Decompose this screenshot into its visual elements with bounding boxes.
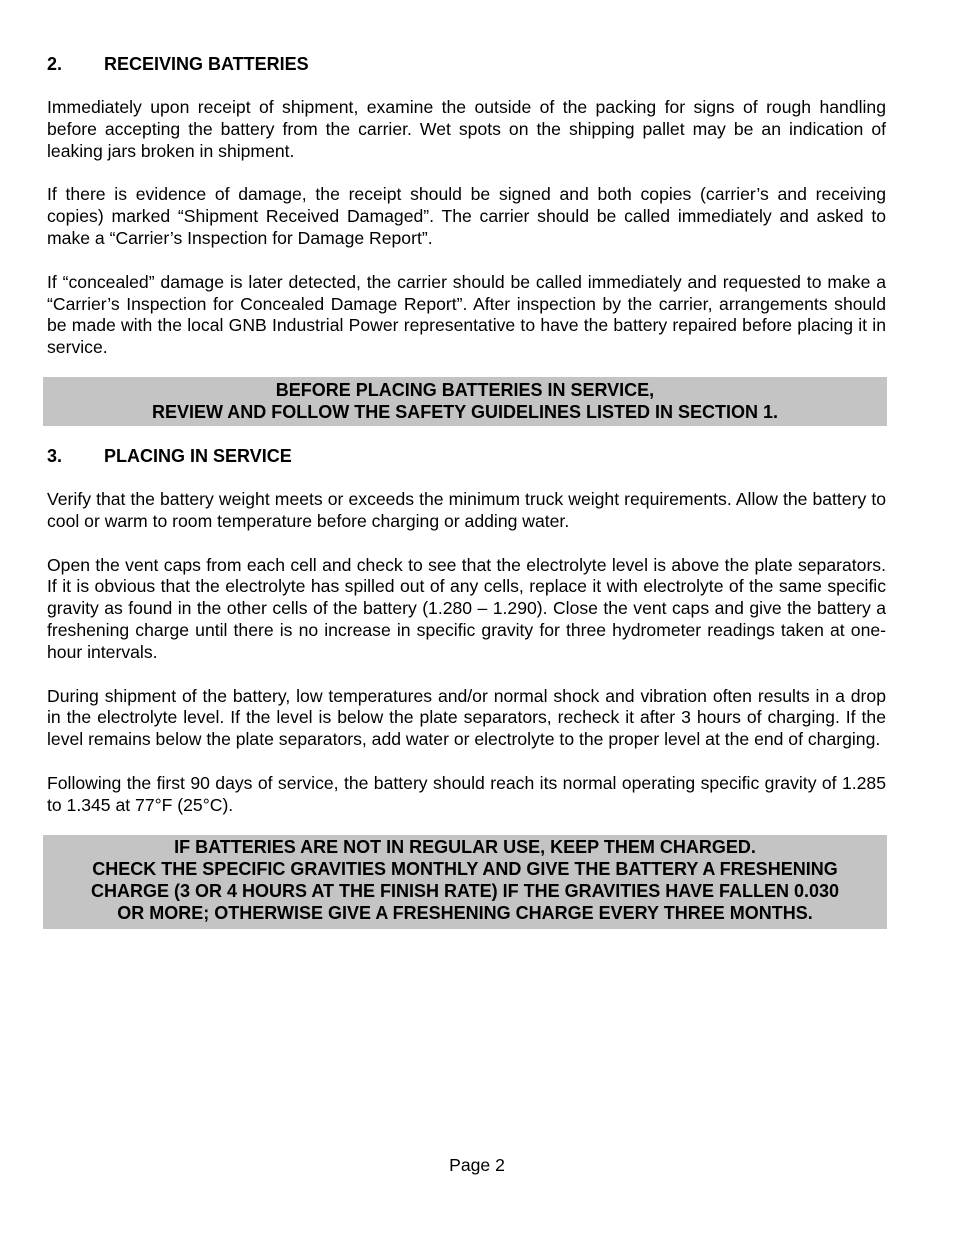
- section-heading-receiving-batteries: [47, 53, 886, 75]
- section-heading-placing-in-service: [47, 445, 886, 467]
- paragraph-shipment-electrolyte: During shipment of the battery, low temperatures and/or normal shock and vibration often results in a drop in the electrolyte level. If the level is below the plate separators, recheck it after 3 hours of charging. If the level remains below the plate separators, add water or electrolyte to the proper level at the end of charging.: [47, 685, 886, 750]
- section-number: 3.: [47, 445, 63, 466]
- paragraph-concealed-damage: If “concealed” damage is later detected, the carrier should be called immediately and requested to make a “Carrier’s Inspection for Concealed Damage Report”. After inspection by the carrier, arrangements should be made with the local GNB Industrial Power representative to have the battery repaired before placing it in service.: [47, 271, 886, 358]
- charging-notice-banner: [43, 835, 887, 929]
- paragraph-first-90-days: Following the first 90 days of service, the battery should reach its normal operating specific gravity of 1.285 to 1.345 at 77°F (25°C).: [47, 772, 886, 815]
- notice-line: BEFORE PLACING BATTERIES IN SERVICE,: [275, 379, 655, 400]
- page-number: Page 2: [449, 1155, 505, 1175]
- paragraph-vent-caps: Open the vent caps from each cell and check to see that the electrolyte level is above the plate separators. If it is obvious that the electrolyte has spilled out of any cells, replace it with electrolyte of the same specific gravity as found in the other cells of the battery (1.280 – 1.290). Close the vent caps and give the battery a freshening charge until there is no increase in specific gravity for three hydrometer readings taken at one-hour intervals.: [47, 554, 886, 662]
- notice-line: CHARGE (3 OR 4 HOURS AT THE FINISH RATE) IF THE GRAVITIES HAVE FALLEN 0.030: [90, 880, 840, 901]
- section-title: RECEIVING BATTERIES: [104, 54, 309, 74]
- paragraph-evidence-of-damage: If there is evidence of damage, the receipt should be signed and both copies (carrier’s and receiving copies) marked “Shipment Received Damaged”. The carrier should be called immediately and asked to make a “Carrier’s Inspection for Damage Report”.: [47, 184, 886, 248]
- section-number: 2.: [47, 54, 63, 74]
- notice-line: REVIEW AND FOLLOW THE SAFETY GUIDELINES LISTED IN SECTION 1.: [151, 401, 779, 422]
- document-page: [47, 53, 886, 929]
- paragraph-battery-weight: Verify that the battery weight meets or exceeds the minimum truck weight requirements. Allow the battery to cool or warm to room temperature before charging or adding water.: [47, 488, 886, 531]
- paragraph-receipt-inspection: Immediately upon receipt of shipment, examine the outside of the packing for signs of rough handling before accepting the battery from the carrier. Wet spots on the shipping pallet may be an indication of leaking jars broken in shipment.: [47, 97, 886, 161]
- notice-line: CHECK THE SPECIFIC GRAVITIES MONTHLY AND GIVE THE BATTERY A FRESHENING: [92, 858, 838, 879]
- notice-line: OR MORE; OTHERWISE GIVE A FRESHENING CHARGE EVERY THREE MONTHS.: [117, 902, 813, 923]
- notice-line: IF BATTERIES ARE NOT IN REGULAR USE, KEEP THEM CHARGED.: [174, 836, 756, 857]
- safety-notice-banner: [43, 377, 887, 426]
- section-title: PLACING IN SERVICE: [104, 445, 292, 466]
